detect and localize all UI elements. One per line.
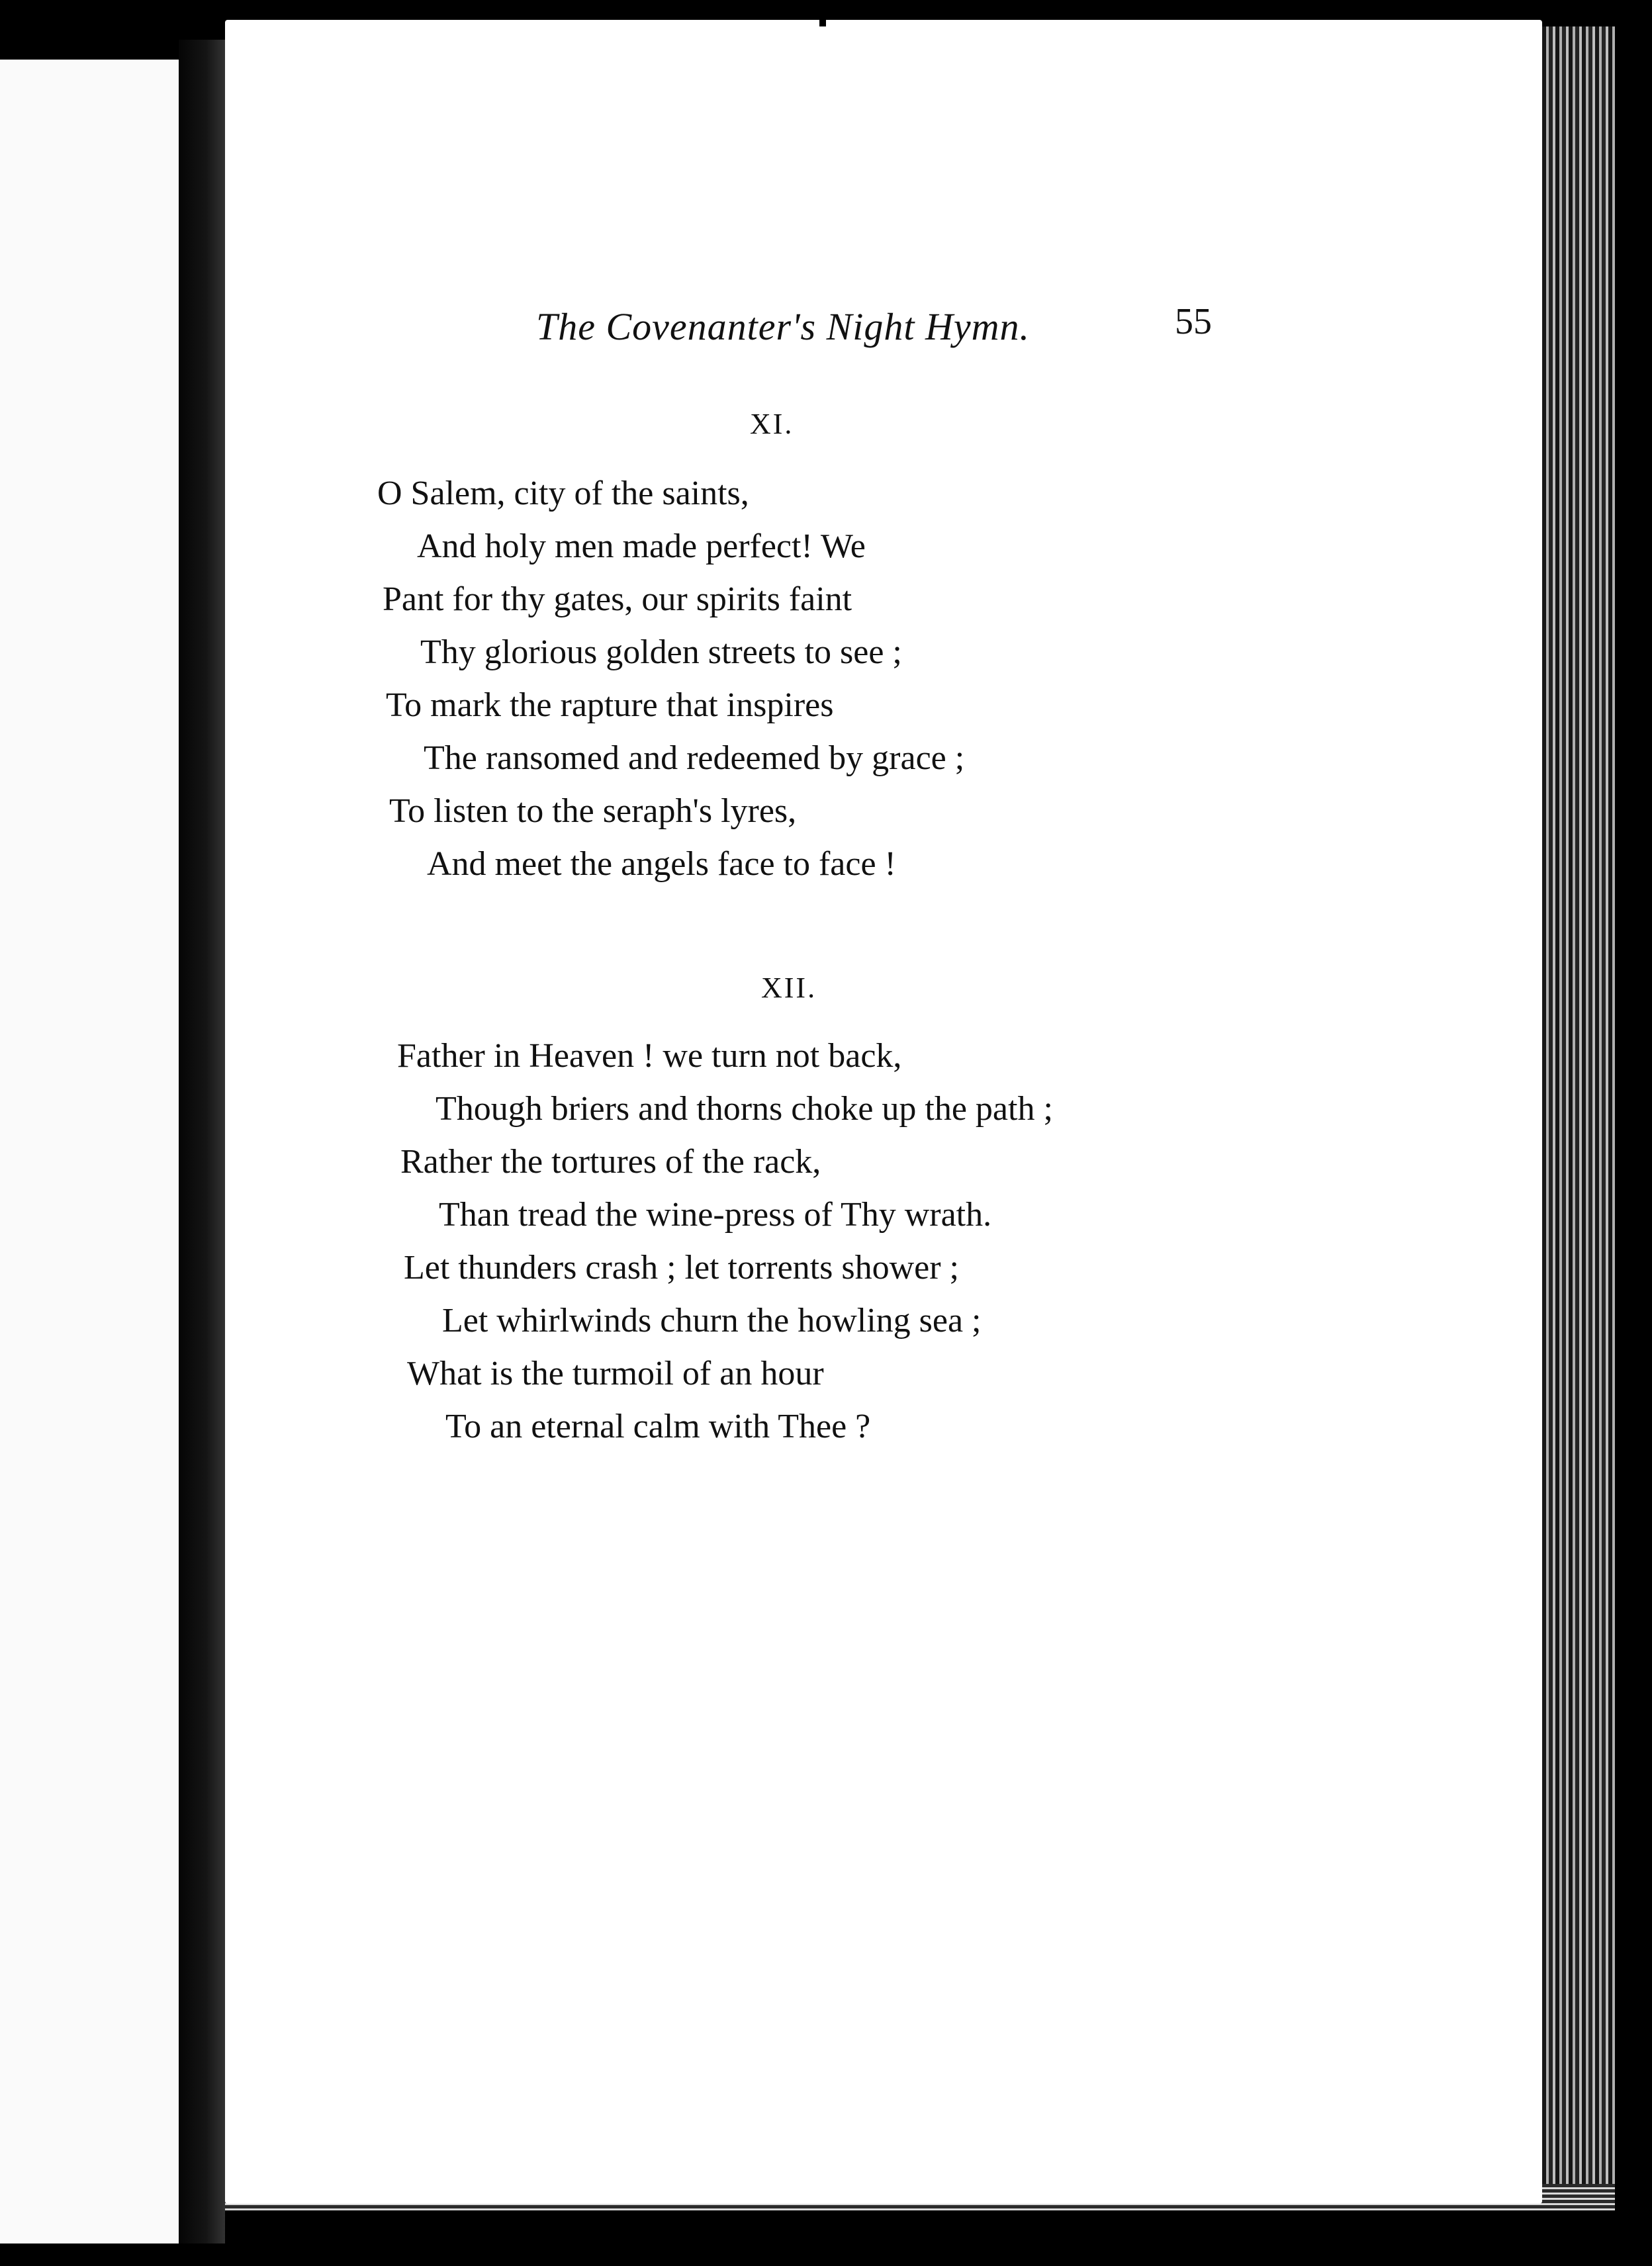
verse-line: O Salem, city of the saints, bbox=[377, 475, 749, 512]
page-number: 55 bbox=[1175, 301, 1212, 342]
verse-line: To listen to the seraph's lyres, bbox=[389, 792, 797, 830]
verse-line: Though briers and thorns choke up the path ; bbox=[436, 1090, 1053, 1128]
verse-line: Let thunders crash ; let torrents shower ; bbox=[404, 1249, 959, 1287]
verse-line: Than tread the wine-press of Thy wrath. bbox=[439, 1196, 992, 1234]
scan-mark-bottom bbox=[798, 2243, 804, 2263]
verse-line: To mark the rapture that inspires bbox=[386, 686, 834, 724]
verse-line: Rather the tortures of the rack, bbox=[400, 1143, 821, 1181]
facing-page-edge bbox=[0, 60, 183, 2243]
verse-line: And meet the angels face to face ! bbox=[427, 845, 896, 883]
verse-line: Father in Heaven ! we turn not back, bbox=[397, 1037, 902, 1075]
book-page bbox=[225, 20, 1542, 2204]
verse-line: To an eternal calm with Thee ? bbox=[445, 1408, 871, 1445]
verse-line: What is the turmoil of an hour bbox=[407, 1355, 824, 1392]
verse-line: Pant for thy gates, our spirits faint bbox=[383, 580, 852, 618]
stanza-number: XI. bbox=[750, 408, 794, 440]
verse-line: Let whirlwinds churn the howling sea ; bbox=[442, 1302, 982, 1339]
book-spine-shadow bbox=[179, 40, 225, 2243]
scan-mark-top bbox=[819, 0, 826, 26]
verse-line: And holy men made perfect! We bbox=[417, 527, 866, 565]
page-stack-right-edge bbox=[1542, 26, 1615, 2210]
verse-line: Thy glorious golden streets to see ; bbox=[420, 633, 902, 671]
verse-line: The ransomed and redeemed by grace ; bbox=[424, 739, 965, 777]
page-header bbox=[225, 301, 1542, 357]
running-title: The Covenanter's Night Hymn. bbox=[536, 305, 1031, 348]
stanza-number: XII. bbox=[761, 972, 817, 1004]
